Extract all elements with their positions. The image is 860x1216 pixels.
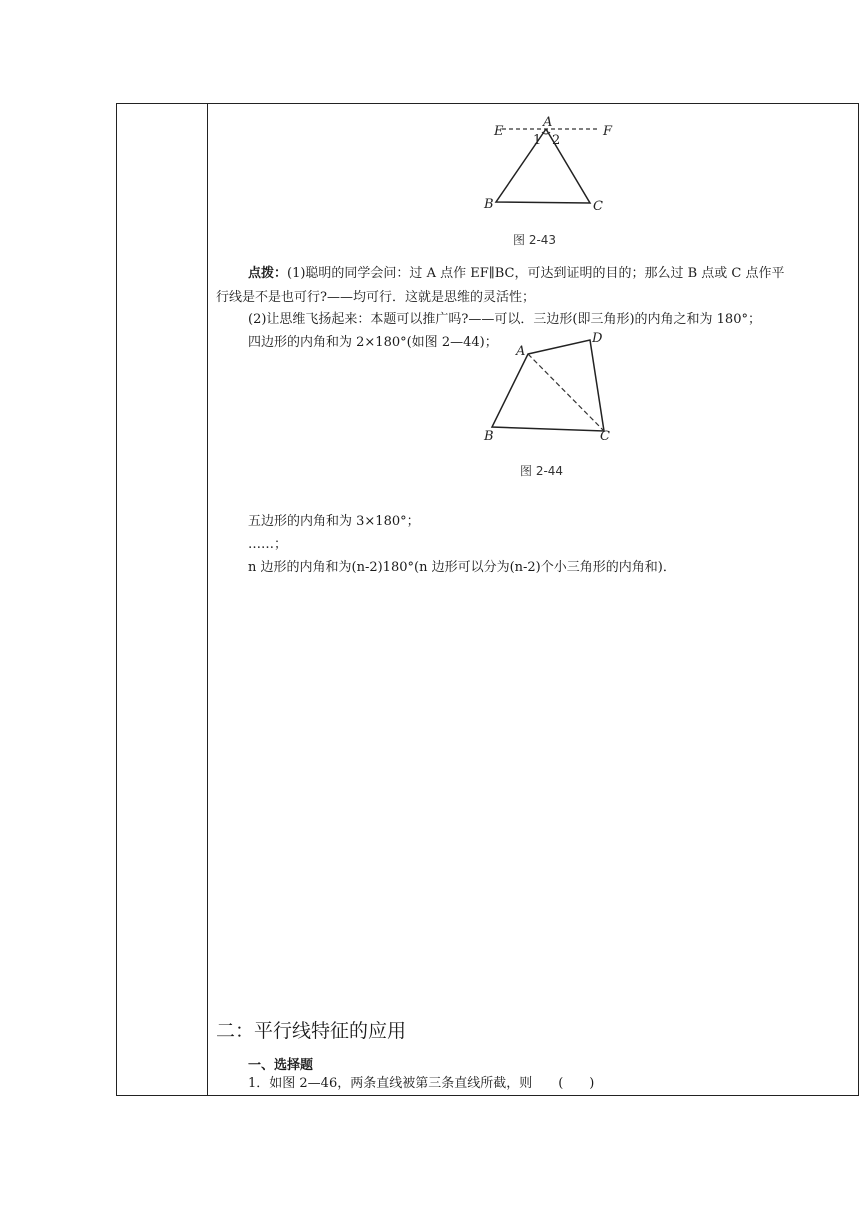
figure-2-43 [480,112,620,216]
hint-line-3: (2)让思维飞扬起来：本题可以推广吗?——可以．三边形(即三角形)的内角之和为 180°； [248,312,761,327]
question-1: 1．如图 2—46，两条直线被第三条直线所截，则 ( ) [248,1076,595,1091]
ellipsis-line: ……； [248,537,288,552]
n-gon-line: n 边形的内角和为(n-2)180°(n 边形可以分为(n-2)个小三角形的内角和)． [248,560,676,575]
label-b: B [484,429,494,444]
label-e: E [494,124,504,139]
triangle-abc [496,129,590,203]
figure-2-44 [480,328,620,446]
hint-line-1 [248,266,785,282]
figure-2-43-svg [480,112,620,216]
label-d: D [592,331,603,346]
pentagon-line: 五边形的内角和为 3×180°； [248,514,420,529]
figure-2-43-caption: 图 2-43 [513,233,557,247]
hint-line-1-text: (1)聪明的同学会问：过 A 点作 EF∥BC，可达到证明的目的；那么过 B 点或 C 点作平 [287,266,785,281]
hint-line-2: 行线是不是也可行?——均可行．这就是思维的灵活性； [216,290,535,305]
hint-line-4: 四边形的内角和为 2×180°(如图 2—44)； [248,335,498,350]
label-c: C [593,199,603,214]
column-divider [207,103,208,1096]
label-a: A [516,344,526,359]
hint-label: 点拨： [248,266,288,281]
subsection-title: 一、选择题 [248,1058,314,1073]
table-frame [116,103,859,1096]
figure-2-44-svg [480,328,620,446]
section-title: 二：平行线特征的应用 [216,1020,407,1042]
quadrilateral-abcd [492,340,604,431]
label-b: B [484,197,494,212]
label-c: C [600,429,610,444]
label-angle-2: 2 [552,133,561,148]
figure-2-44-caption: 图 2-44 [520,464,564,478]
diagonal-ac [528,354,604,431]
label-f: F [603,124,613,139]
label-angle-1: 1 [533,133,542,148]
label-a: A [543,115,553,130]
